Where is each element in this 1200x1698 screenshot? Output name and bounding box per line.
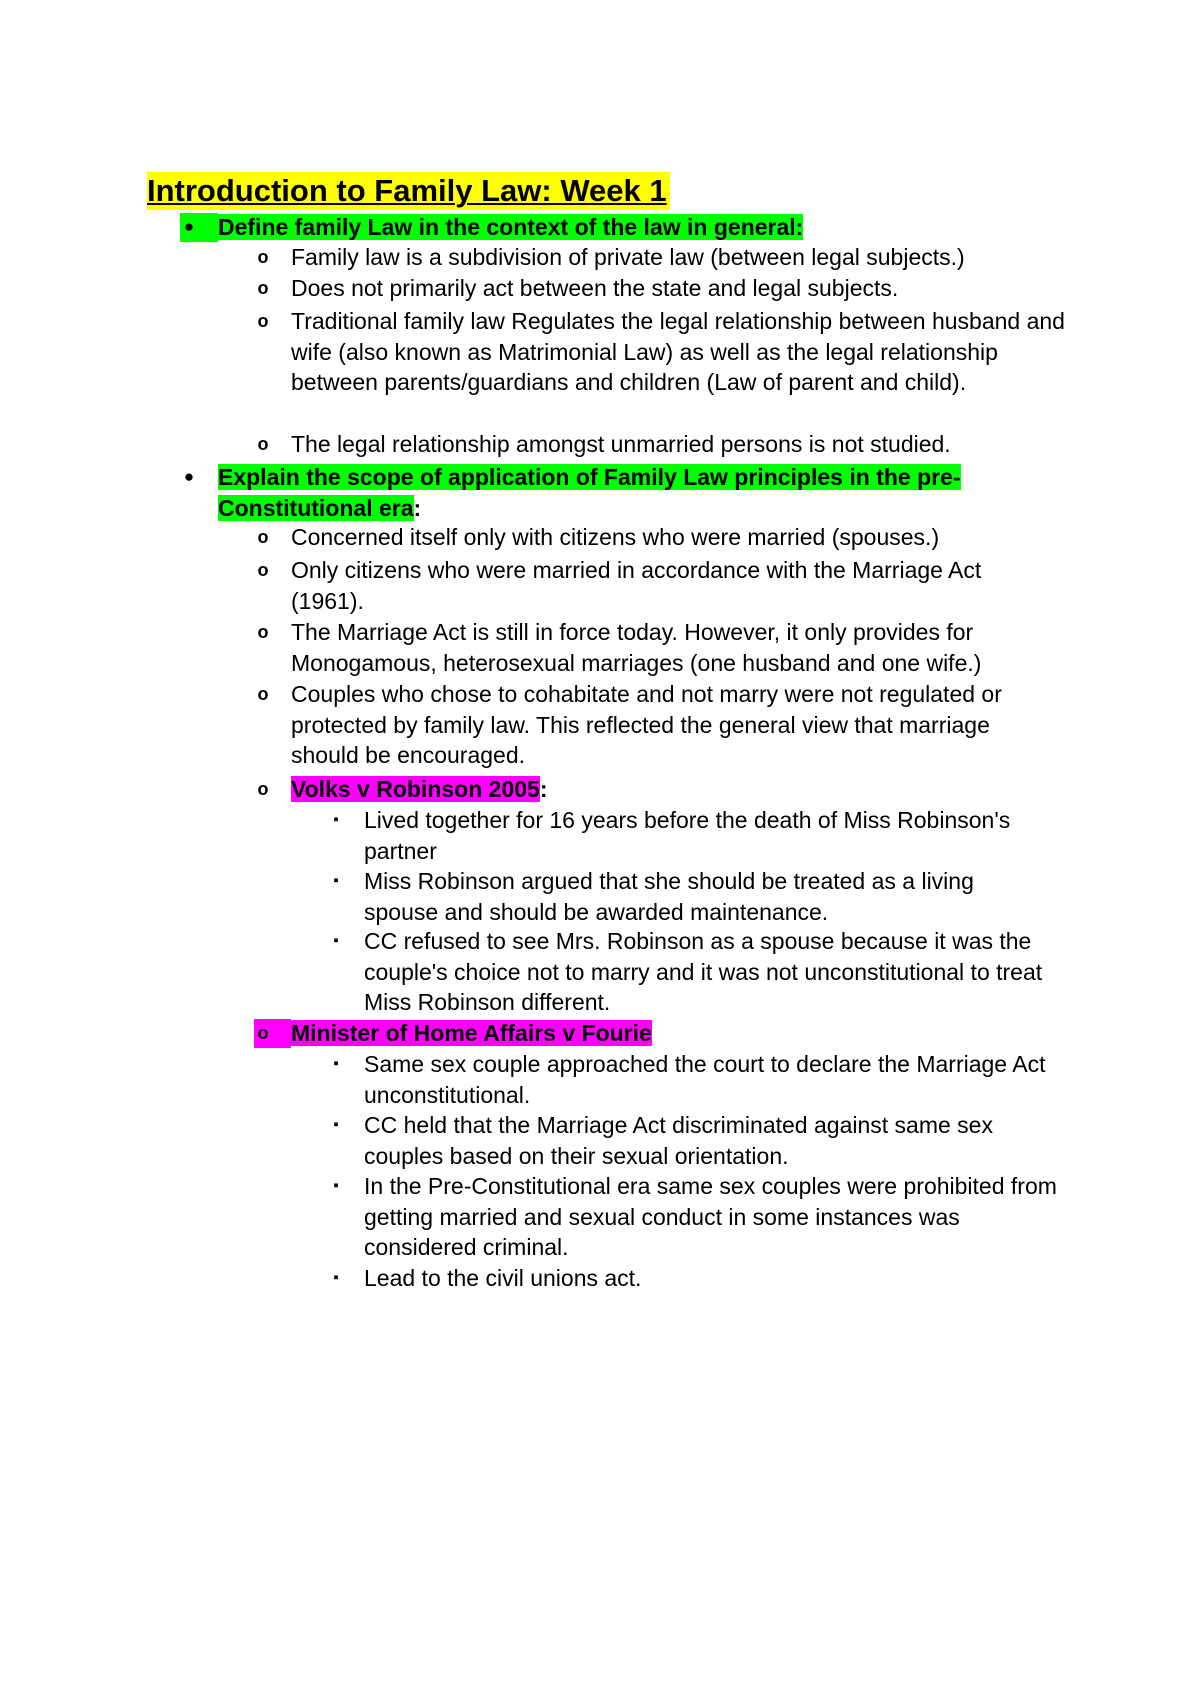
case-heading-2 bbox=[291, 1018, 1066, 1049]
page-title: Introduction to Family Law: Week 1 bbox=[147, 172, 670, 210]
bullet-circle: o bbox=[257, 527, 269, 547]
bullet-square: ▪ bbox=[333, 1177, 339, 1194]
bullet-square: ▪ bbox=[333, 1055, 339, 1072]
bullet-square: ▪ bbox=[333, 1269, 339, 1286]
case-point: Same sex couple approached the court to declare the Marriage Act unconstitutional. bbox=[364, 1051, 1046, 1108]
bullet-square: ▪ bbox=[333, 1116, 339, 1133]
section-heading-text: Explain the scope of application of Family Law principles in the pre-Constitutional era bbox=[218, 464, 961, 521]
bullet-circle: o bbox=[257, 622, 269, 642]
case-suffix: : bbox=[539, 776, 548, 802]
list-item: Only citizens who were married in accordance with the Marriage Act (1961). bbox=[291, 557, 982, 614]
bullet-square: ▪ bbox=[333, 932, 339, 949]
section-heading-text: Define family Law in the context of the law in general: bbox=[218, 214, 804, 240]
list-item: Concerned itself only with citizens who were married (spouses.) bbox=[291, 524, 940, 550]
case-name: Volks v Robinson 2005 bbox=[291, 776, 540, 802]
bullet-circle: o bbox=[257, 311, 269, 331]
section-heading-2 bbox=[218, 462, 1018, 523]
list-item: Couples who chose to cohabitate and not marry were not regulated or protected by family law. This reflected the general view that marriage should be encouraged. bbox=[291, 681, 1002, 768]
bullet-disc: ● bbox=[183, 467, 195, 486]
heading-suffix: : bbox=[413, 494, 422, 521]
case-point: CC held that the Marriage Act discriminated against same sex couples based on their sexual orientation. bbox=[364, 1112, 993, 1169]
case-point: Lived together for 16 years before the death of Miss Robinson's partner bbox=[364, 807, 1011, 864]
list-item: Family law is a subdivision of private law (between legal subjects.) bbox=[291, 244, 965, 270]
case-point: Miss Robinson argued that she should be treated as a living spouse and should be awarded maintenance. bbox=[364, 868, 974, 925]
bullet-circle: o bbox=[257, 434, 269, 454]
case-heading-1 bbox=[291, 774, 1066, 805]
bullet-circle: o bbox=[257, 1023, 269, 1043]
bullet-disc: ● bbox=[183, 217, 195, 236]
case-point: Lead to the civil unions act. bbox=[364, 1265, 642, 1291]
section-heading-1 bbox=[218, 212, 1038, 243]
case-point: In the Pre-Constitutional era same sex couples were prohibited from getting married and sexual conduct in some instances was considered criminal. bbox=[364, 1173, 1057, 1260]
bullet-circle: o bbox=[257, 560, 269, 580]
list-item: The Marriage Act is still in force today. However, it only provides for Monogamous, heterosexual marriages (one husband and one wife.) bbox=[291, 619, 982, 676]
bullet-circle: o bbox=[257, 684, 269, 704]
case-name: Minister of Home Affairs v Fourie bbox=[291, 1020, 652, 1046]
bullet-circle: o bbox=[257, 247, 269, 267]
bullet-square: ▪ bbox=[333, 872, 339, 889]
bullet-circle: o bbox=[257, 779, 269, 799]
list-item: The legal relationship amongst unmarried persons is not studied. bbox=[291, 431, 951, 457]
bullet-circle: o bbox=[257, 278, 269, 298]
case-point: CC refused to see Mrs. Robinson as a spouse because it was the couple's choice not to marry and it was not unconstitutional to treat Miss Robinson different. bbox=[364, 928, 1043, 1015]
bullet-square: ▪ bbox=[333, 811, 339, 828]
list-item: Does not primarily act between the state and legal subjects. bbox=[291, 275, 899, 301]
list-item: Traditional family law Regulates the legal relationship between husband and wife (also known as Matrimonial Law) as well as the legal relationship between parents/guardians and children (Law of parent and child). bbox=[291, 308, 1065, 395]
